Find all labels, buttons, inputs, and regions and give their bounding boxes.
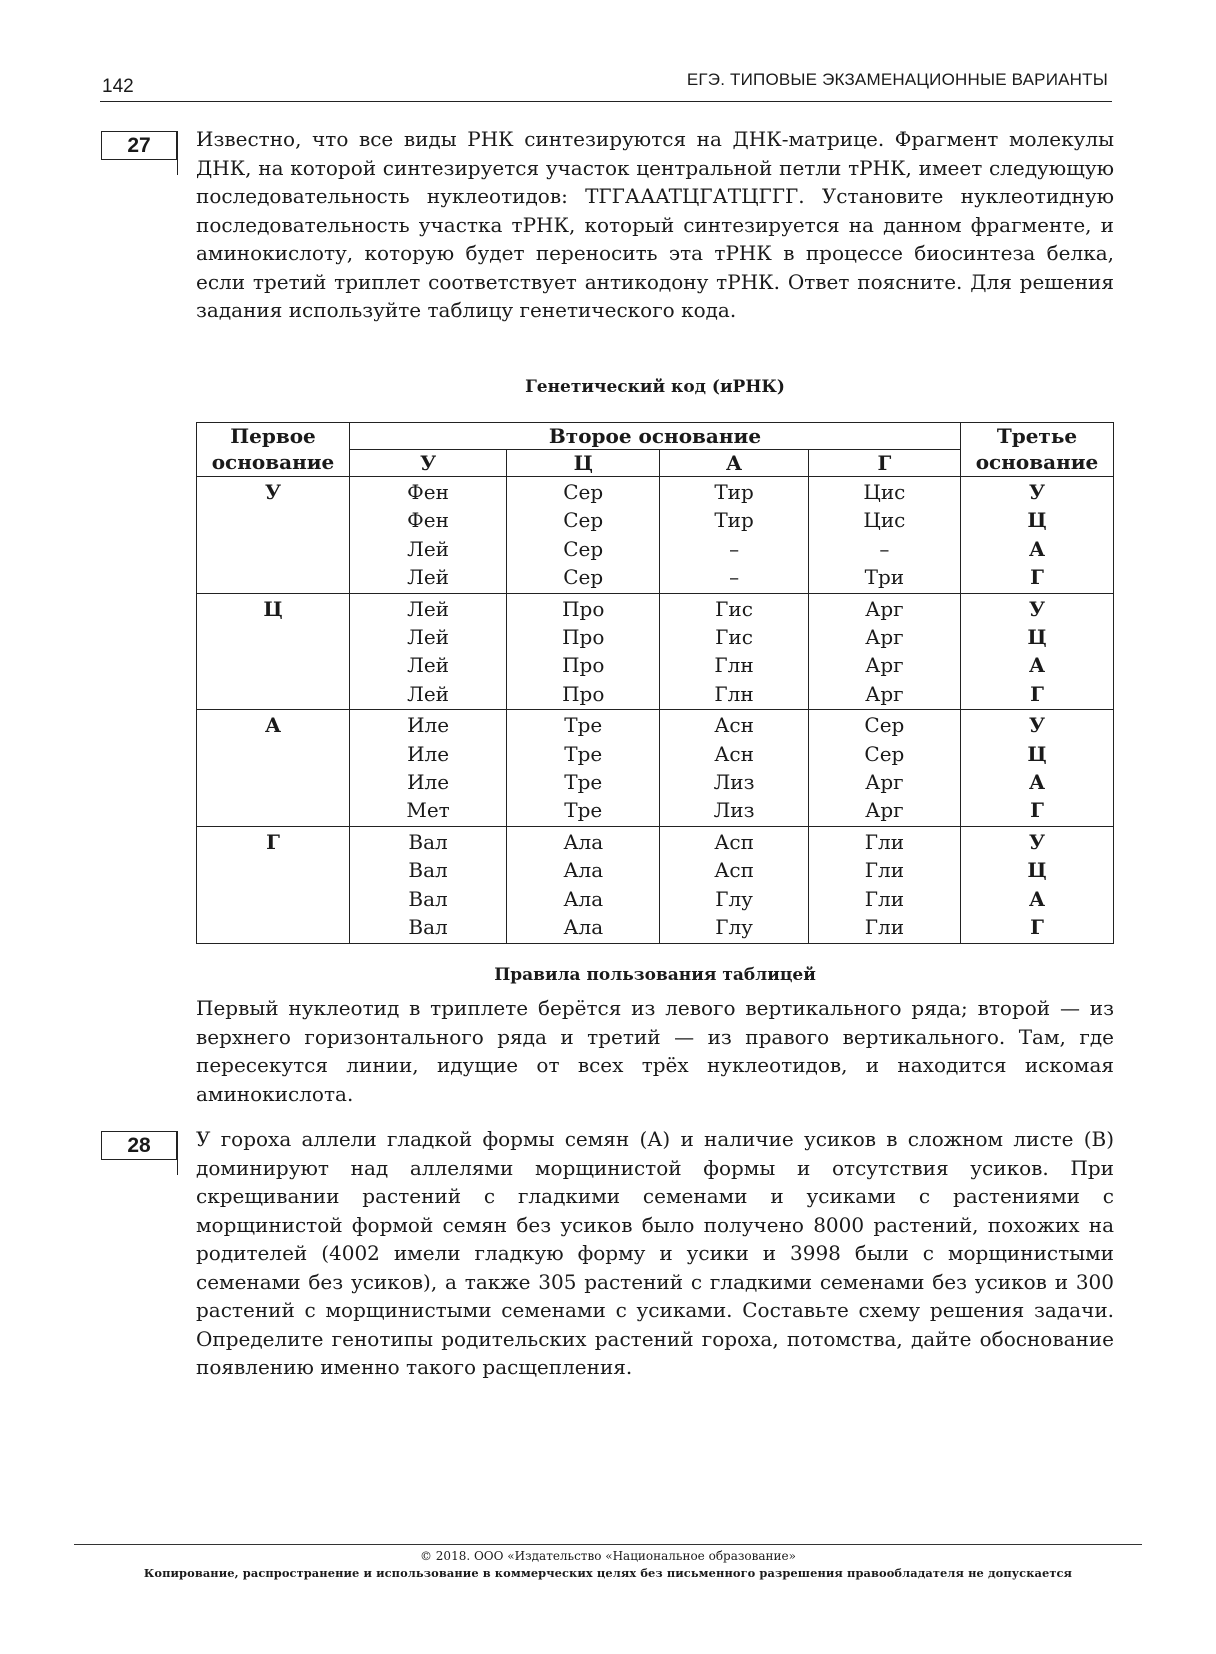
amino-acid: Тир (714, 480, 754, 504)
third-base-cell (961, 826, 1114, 943)
amino-acid: Гли (864, 915, 905, 940)
amino-acid-cell (507, 710, 660, 827)
amino-acid: Гис (715, 625, 753, 650)
amino-acid-cell (808, 710, 960, 827)
first-base-cell: А (197, 710, 350, 827)
amino-acid: – (729, 536, 740, 561)
third-base: У (1028, 829, 1046, 854)
codon-group-row (197, 710, 1114, 827)
amino-acid: Лей (407, 681, 449, 706)
task-28-number: 28 (101, 1131, 177, 1160)
amino-acid-cell (660, 477, 808, 594)
first-base-cell: Г (197, 826, 350, 943)
amino-acid: Арг (865, 653, 904, 678)
genetic-code-table (196, 422, 1114, 944)
third-base-cell (961, 710, 1114, 827)
amino-acid-cell (350, 593, 507, 710)
task-27-text: Известно, что все виды РНК синтезируются на ДНК-матрице. Фрагмент молекулы ДНК, на которой синтезируется участок центральной петли тРНК, имеет следующую последовательность нуклеотидов: ТГГААATЦГАТЦГГГ. Установите нуклеотидную последовательность участка тРНК, который синтезируется на данном фрагменте, и аминокислоту, которую будет переносить эта тРНК в процессе биосинтеза белка, если третий триплет соответствует антикодону тРНК. Ответ поясните. Для решения задания используйте таблицу генетического кода. (196, 127, 1114, 322)
first-base-header: Первое основание (197, 423, 350, 477)
third-base: Ц (1027, 508, 1047, 533)
footer-copyright: © 2018. ООО «Издательство «Национальное образование» (419, 1549, 796, 1563)
footer-rule (74, 1544, 1142, 1545)
third-base-cell (961, 477, 1114, 594)
amino-acid: Гли (864, 886, 905, 911)
amino-acid: Глу (715, 915, 753, 940)
amino-acid: Асн (714, 713, 754, 738)
amino-acid: Про (562, 625, 605, 650)
codon-group-row (197, 826, 1114, 943)
first-base-cell: Ц (197, 593, 350, 710)
running-title: ЕГЭ. ТИПОВЫЕ ЭКЗАМЕНАЦИОННЫЕ ВАРИАНТЫ (686, 70, 1108, 89)
amino-acid: Тре (564, 741, 603, 766)
amino-acid: – (879, 536, 890, 561)
amino-acid-cell (350, 477, 507, 594)
amino-acid-cell (507, 593, 660, 710)
amino-acid: – (729, 565, 740, 590)
amino-acid: Тре (564, 713, 603, 738)
amino-acid-cell (350, 826, 507, 943)
amino-acid: Арг (865, 625, 904, 650)
third-base-header: Третье основание (961, 423, 1114, 477)
amino-acid: Лиз (713, 770, 755, 795)
page-number: 142 (102, 76, 134, 97)
third-base: У (1028, 596, 1046, 621)
amino-acid: Ала (563, 858, 604, 883)
rules-title: Правила пользования таблицей (494, 965, 816, 985)
genetic-code-body (197, 477, 1114, 944)
codon-group-row (197, 593, 1114, 710)
amino-acid: Гли (864, 858, 905, 883)
amino-acid: Лей (407, 565, 449, 590)
amino-acid: Иле (407, 713, 450, 738)
rules-text: Первый нуклеотид в триплете берётся из левого вертикального ряда; второй — из верхнего горизонтального ряда и третий — из правого вертикального. Там, где пересекутся линии, идущие от всех трёх нуклеотидов, и находится искомая аминокислота. (196, 996, 1114, 1106)
codon-group-row (197, 477, 1114, 594)
amino-acid: Глу (715, 886, 753, 911)
third-base-cell (961, 593, 1114, 710)
amino-acid-cell (660, 593, 808, 710)
amino-acid: Фен (407, 508, 449, 533)
second-base-header: Второе основание (350, 423, 961, 450)
amino-acid: Вал (408, 915, 448, 940)
second-base-u: У (350, 450, 507, 477)
amino-acid: Тре (564, 798, 603, 823)
amino-acid: Три (864, 565, 905, 590)
amino-acid: Тир (714, 508, 754, 533)
amino-acid: Вал (408, 858, 448, 883)
third-base: Г (1030, 915, 1044, 940)
amino-acid: Лей (407, 536, 449, 561)
amino-acid-cell (660, 710, 808, 827)
amino-acid: Лей (407, 625, 449, 650)
amino-acid-cell (350, 710, 507, 827)
amino-acid: Сер (563, 565, 604, 590)
third-base: Г (1030, 565, 1044, 590)
amino-acid: Ала (563, 829, 604, 854)
header-rule (100, 101, 1112, 102)
first-base-cell: У (197, 477, 350, 594)
amino-acid-cell (808, 477, 960, 594)
third-base: Ц (1027, 625, 1047, 650)
amino-acid: Иле (407, 770, 450, 795)
amino-acid: Про (562, 681, 605, 706)
amino-acid: Гли (864, 829, 905, 854)
amino-acid: Иле (407, 741, 450, 766)
third-base: А (1028, 653, 1046, 678)
amino-acid: Сер (563, 508, 604, 533)
amino-acid: Цис (863, 508, 906, 533)
third-base: Г (1030, 798, 1044, 823)
third-base: Ц (1027, 741, 1047, 766)
amino-acid: Мет (406, 798, 450, 823)
amino-acid: Вал (408, 829, 448, 854)
amino-acid: Сер (864, 741, 905, 766)
third-base: А (1028, 536, 1046, 561)
amino-acid: Лей (407, 653, 449, 678)
third-base: Ц (1027, 858, 1047, 883)
footer-notice: Копирование, распространение и использование в коммерческих целях без письменного разрешения правообладателя не допускается (143, 1566, 1073, 1580)
amino-acid: Асн (714, 741, 754, 766)
table-caption: Генетический код (иРНК) (525, 377, 785, 397)
amino-acid-cell (808, 826, 960, 943)
third-base: А (1028, 886, 1046, 911)
amino-acid: Асп (714, 829, 754, 854)
amino-acid: Арг (865, 681, 904, 706)
amino-acid: Вал (408, 886, 448, 911)
third-base: Г (1030, 681, 1044, 706)
amino-acid: Фен (407, 480, 449, 504)
amino-acid: Про (562, 653, 605, 678)
amino-acid: Лиз (713, 798, 755, 823)
amino-acid-cell (808, 593, 960, 710)
amino-acid-cell (660, 826, 808, 943)
second-base-g: Г (808, 450, 960, 477)
amino-acid: Ала (563, 886, 604, 911)
second-base-a: А (660, 450, 808, 477)
amino-acid: Глн (714, 653, 754, 678)
amino-acid: Тре (564, 770, 603, 795)
third-base: У (1028, 480, 1046, 504)
amino-acid: Арг (865, 770, 904, 795)
amino-acid: Лей (407, 596, 449, 621)
amino-acid: Гис (715, 596, 753, 621)
amino-acid: Глн (714, 681, 754, 706)
amino-acid: Сер (563, 480, 604, 504)
amino-acid-cell (507, 826, 660, 943)
third-base: У (1028, 713, 1046, 738)
second-base-c: Ц (507, 450, 660, 477)
amino-acid: Про (562, 596, 605, 621)
amino-acid: Арг (865, 798, 904, 823)
amino-acid-cell (507, 477, 660, 594)
task-28-text: У гороха аллели гладкой формы семян (А) и наличие усиков в сложном листе (В) доминируют над аллелями морщинистой формы и отсутствия усиков. При скрещивании растений с гладкими семенами и усиками с растениями с морщинистой формой семян без усиков было получено 8000 растений, похожих на родителей (4002 имели гладкую форму и усики и 3998 были с морщинистыми семенами без усиков), а также 305 растений с гладкими семенами без усиков и 300 растений с морщинистыми семенами с усиками. Составьте схему решения задачи. Определите генотипы родительских растений гороха, потомства, дайте обоснование появлению именно такого расщепления. (196, 1127, 1114, 1379)
amino-acid: Цис (863, 480, 906, 504)
task-27-number: 27 (101, 131, 177, 160)
amino-acid: Сер (864, 713, 905, 738)
amino-acid: Сер (563, 536, 604, 561)
amino-acid: Ала (563, 915, 604, 940)
third-base: А (1028, 770, 1046, 795)
amino-acid: Арг (865, 596, 904, 621)
amino-acid: Асп (714, 858, 754, 883)
